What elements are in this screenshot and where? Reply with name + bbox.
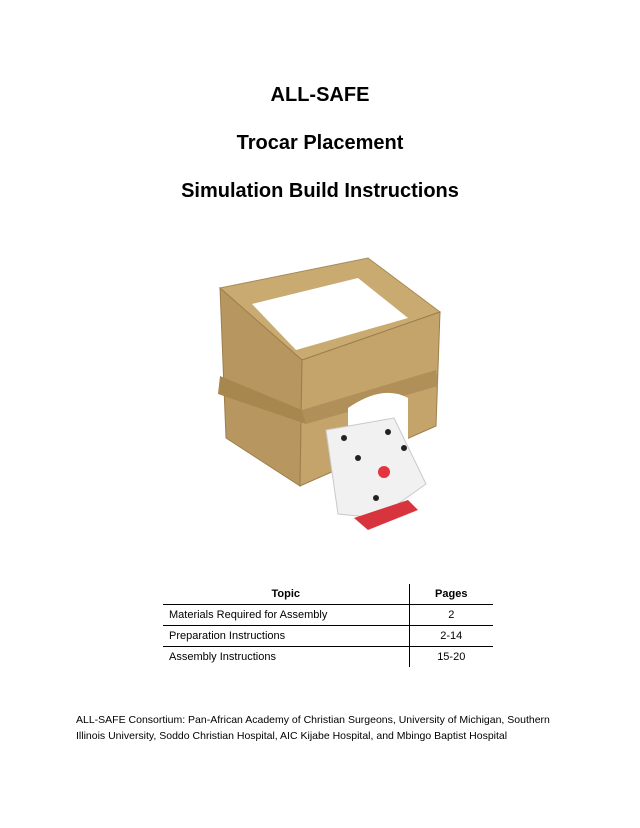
- document-title: ALL-SAFE: [270, 84, 370, 106]
- consortium-footer: ALL-SAFE Consortium: Pan-African Academy of Christian Surgeons, University of Michigan, Southern Illinois University, Soddo Christian Hospital, AIC Kijabe Hospital, and Mbingo Baptist Hospital: [76, 714, 550, 742]
- fabric-bag-dot: [373, 495, 379, 501]
- toc-topic: Assembly Instructions: [169, 651, 276, 663]
- fabric-bag-dot: [355, 455, 361, 461]
- toc-topic: Preparation Instructions: [169, 630, 286, 642]
- document-subtitle: Trocar Placement: [236, 132, 404, 154]
- toc-pages: 2-14: [409, 626, 493, 647]
- toc-topic: Materials Required for Assembly: [169, 609, 328, 621]
- toc-row: [163, 605, 493, 626]
- fabric-bag-dot: [341, 435, 347, 441]
- toc-header-pages: Pages: [409, 584, 493, 605]
- document-subtitle-2: Simulation Build Instructions: [181, 180, 459, 202]
- toc-header-topic: Topic: [271, 588, 301, 600]
- fabric-bag-dot: [401, 445, 407, 451]
- table-of-contents: [163, 584, 493, 667]
- fabric-bag-pin: [378, 466, 390, 478]
- toc-pages: 2: [409, 605, 493, 626]
- toc-row: [163, 647, 493, 668]
- toc-row: [163, 626, 493, 647]
- fabric-bag-dot: [385, 429, 391, 435]
- toc-header-row: [163, 584, 493, 605]
- toc-pages: 15-20: [409, 647, 493, 668]
- simulator-photo: [208, 248, 458, 538]
